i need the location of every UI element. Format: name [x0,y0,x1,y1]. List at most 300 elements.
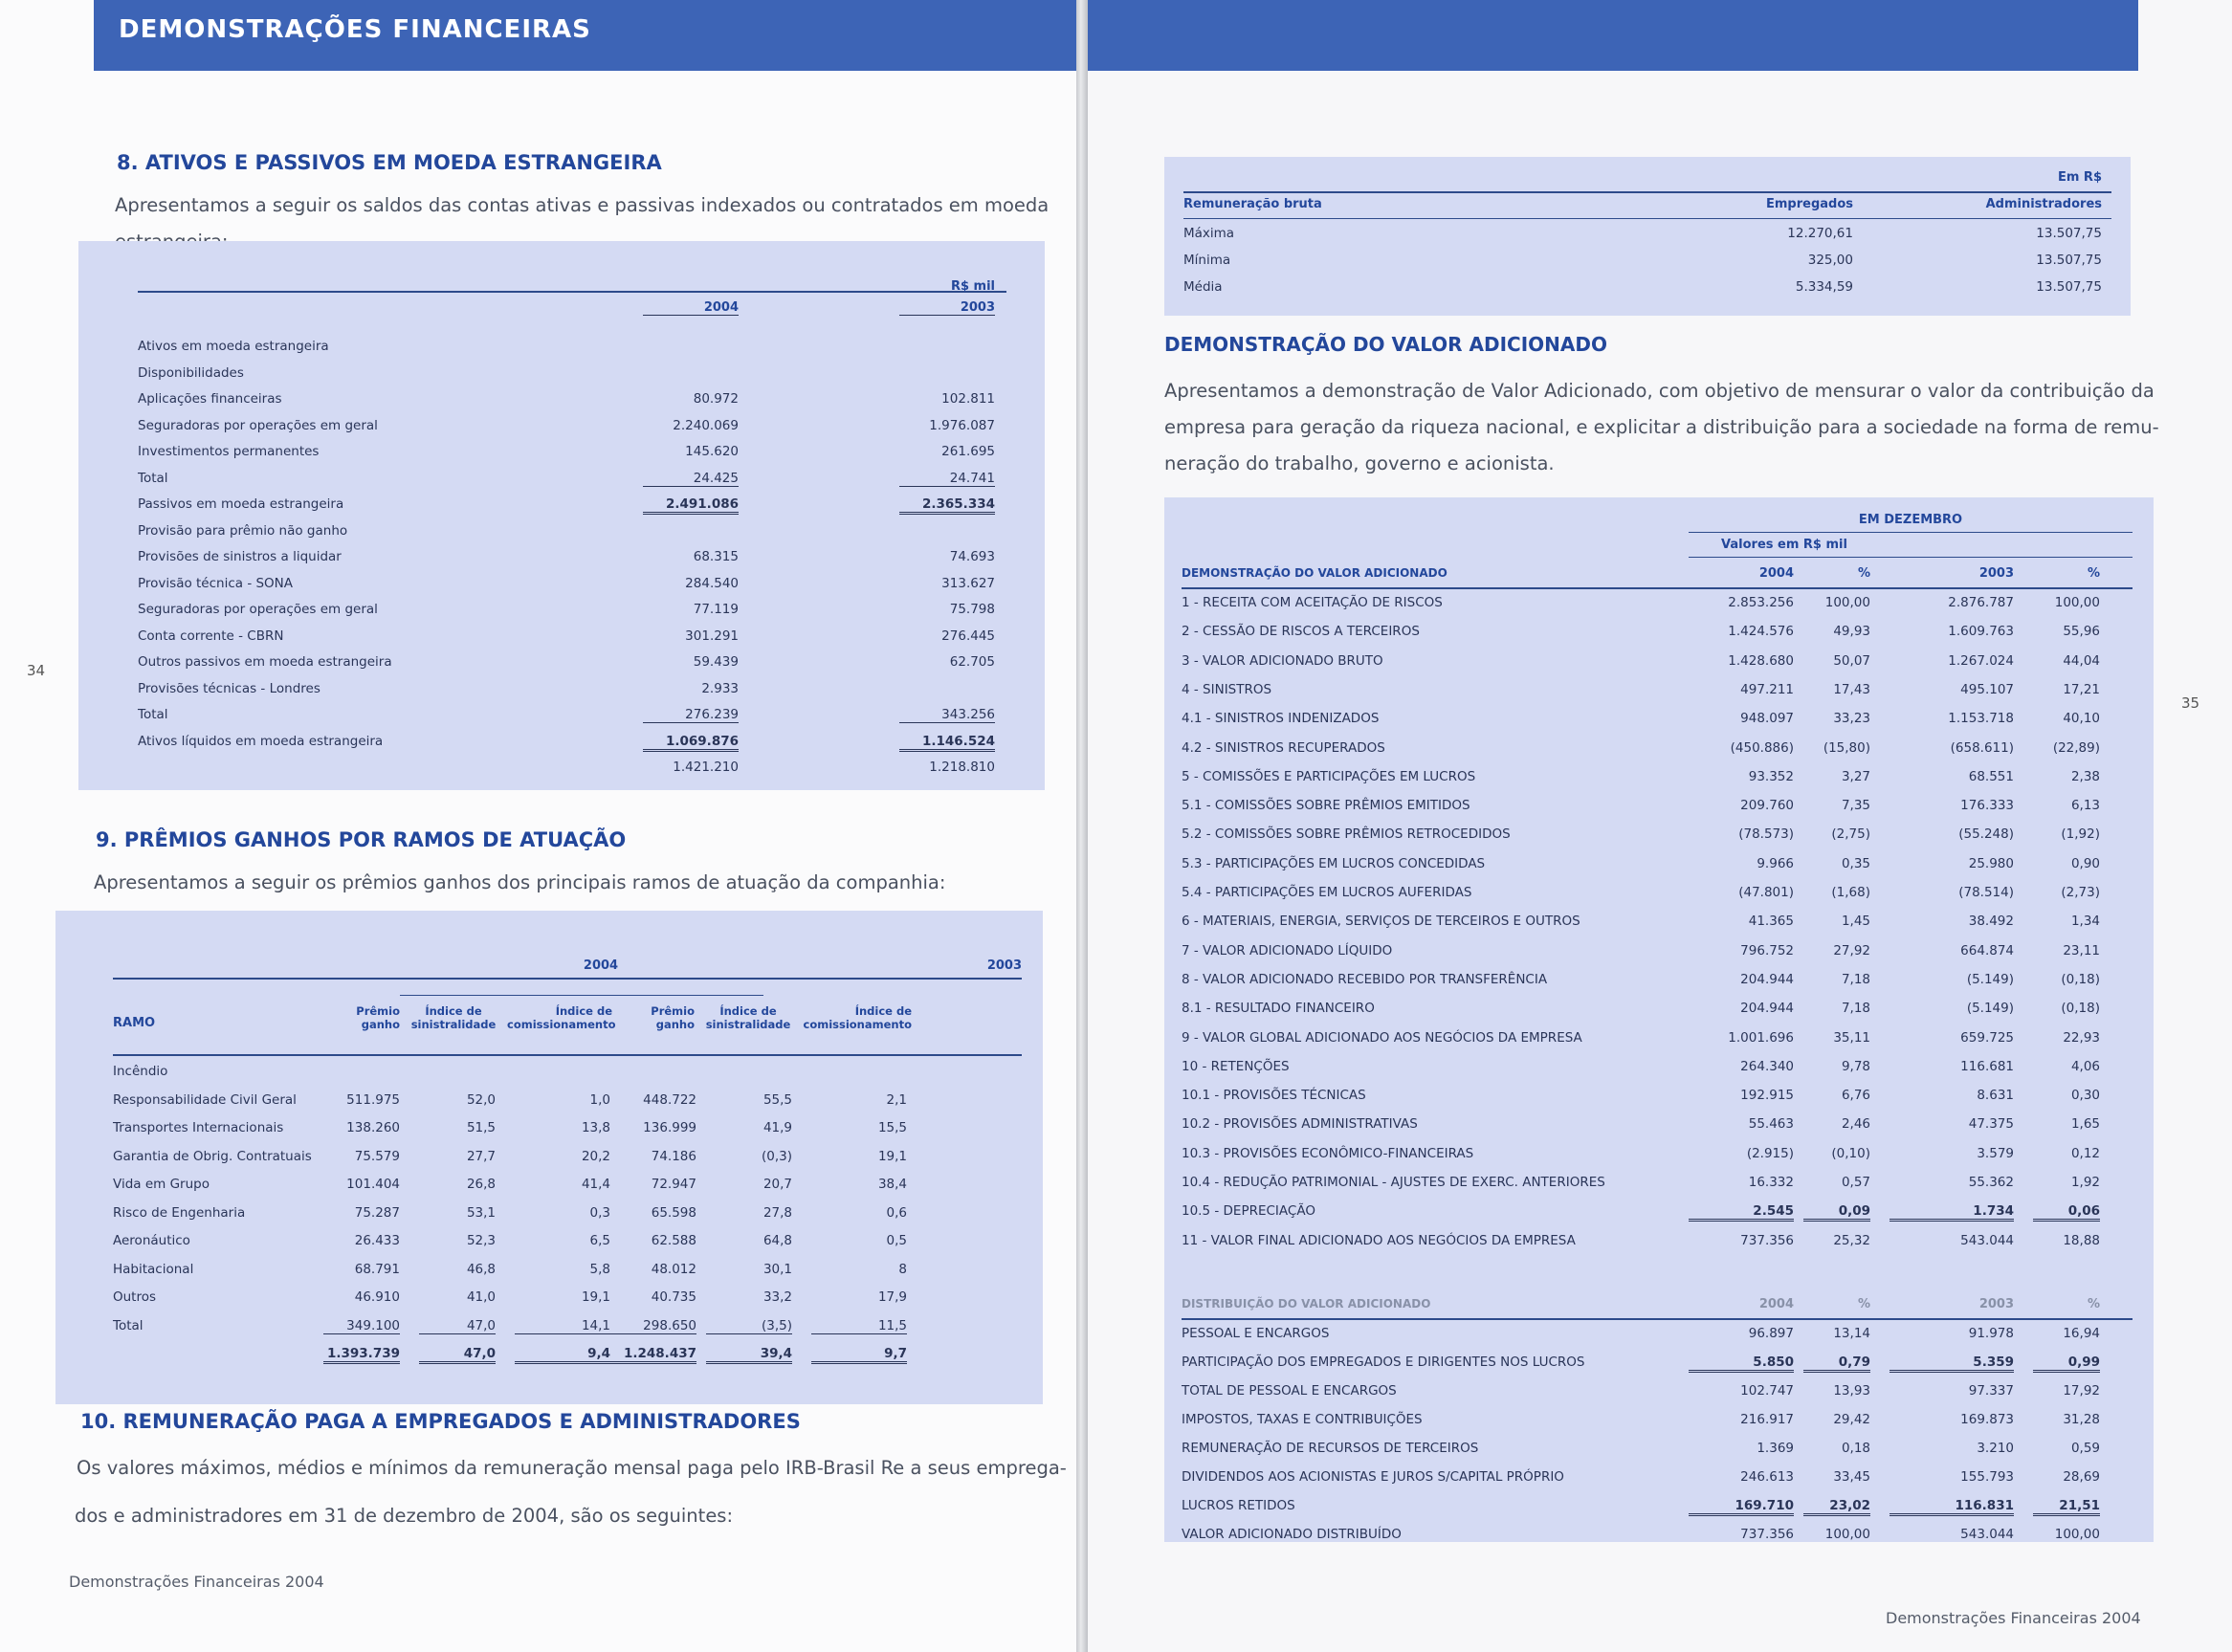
section-8-table-box [78,241,1045,790]
value-d: 1.248.437 [610,1346,696,1364]
dva-2003: 169.873 [1960,1412,2014,1427]
table-row [138,734,1006,755]
dva-2004: 1.001.696 [1728,1029,1794,1046]
section-10-line2: dos e administradores em 31 de dezembro de 2004, são os seguintes: [75,1505,734,1527]
value-2003: 313.627 [941,575,995,591]
dva-pct-2004: (0,10) [1831,1145,1870,1161]
table-row [138,707,1006,728]
dva-pct-2003: 17,21 [2063,681,2100,697]
row-label: Seguradoras por operações em geral [138,417,378,433]
section-10-line1: Os valores máximos, médios e mínimos da remuneração mensal paga pelo IRB-Brasil Re a seus emprega- [77,1457,1067,1479]
row-label: Seguradoras por operações em geral [138,602,378,617]
dva-2003: 543.044 [1960,1527,2014,1542]
table-row [138,681,1006,702]
section-9-table-box [55,911,1043,1404]
value-c: 41,4 [581,1177,610,1192]
value-b: 46,8 [466,1261,496,1277]
dva-pct-2003: 0,90 [2070,855,2100,871]
value-2003: 343.256 [899,707,995,723]
row-label: Provisão técnica - SONA [138,575,294,591]
dva-table-box [1164,497,2154,1542]
dva-2003: 155.793 [1960,1469,2014,1485]
row-label: Conta corrente - CBRN [138,628,284,644]
dva-2004: 2.545 [1689,1203,1794,1222]
ramo-label: Garantia de Obrig. Contratuais [113,1148,312,1164]
value-e: 55,5 [762,1091,792,1108]
value-b: 27,7 [466,1148,496,1164]
rem-label: Média [1183,279,1223,295]
dva-pct-2003: (0,18) [2061,971,2100,987]
table-row [1182,1355,2133,1376]
dva-2004: 93.352 [1748,768,1794,784]
dva-line3: neração do trabalho, governo e acionista. [1164,452,1555,474]
value-c: 5,8 [589,1261,610,1277]
dva-label: 10.4 - REDUÇÃO PATRIMONIAL - AJUSTES DE EXERC. ANTERIORES [1182,1175,1605,1190]
table-row [113,1233,1022,1254]
section-10-title: 10. REMUNERAÇÃO PAGA A EMPREGADOS E ADMINISTRADORES [80,1410,801,1433]
footer-right: Demonstrações Financeiras 2004 [1886,1609,2141,1627]
value-2004: 80.972 [693,391,739,407]
table-row [138,444,1006,465]
value-2004: 2.933 [701,680,739,696]
value-c: 9,4 [515,1346,610,1364]
value-a: 101.404 [346,1177,400,1192]
table-row [1183,279,2111,300]
dva-2003: 25.980 [1968,855,2014,871]
section-8-intro: Apresentamos a seguir os saldos das contas ativas e passivas indexados ou contratados em moeda [115,194,1050,216]
dva-pct-2004: 13,14 [1833,1326,1870,1341]
h-sin-2004: Índice de sinistralidade [410,1004,497,1031]
table-row [1182,1383,2133,1404]
dva-pct-2004: 7,35 [1841,798,1870,814]
value-b: 47,0 [419,1318,496,1334]
dist-h-pct-2003: % [2087,1297,2100,1311]
dva-pct-2003: 0,59 [2070,1441,2100,1456]
value-d: 62.588 [651,1233,696,1248]
book-spine [1076,0,1088,1652]
ramo-label: Incêndio [113,1064,168,1079]
table-row [138,339,1006,360]
dva-pct-2004: 3,27 [1841,768,1870,784]
value-f: 0,5 [886,1233,907,1248]
value-e: 33,2 [762,1289,792,1305]
dva-label: IMPOSTOS, TAXAS E CONTRIBUIÇÕES [1182,1412,1423,1427]
dva-2004: 948.097 [1740,711,1794,727]
dva-2003: 664.874 [1960,942,2014,958]
value-2003: 2.365.334 [899,496,995,515]
dva-2004: 16.332 [1748,1175,1794,1190]
dva-pct-2004: 1,45 [1841,914,1870,930]
ramo-label: Total [113,1317,144,1333]
table-row [138,418,1006,439]
ramo-header: RAMO [113,1016,156,1030]
dva-2004: 41.365 [1748,914,1794,930]
rem-adm: 13.507,75 [2036,253,2102,268]
dva-pct-2003: (22,89) [2052,739,2100,756]
dva-label: REMUNERAÇÃO DE RECURSOS DE TERCEIROS [1182,1441,1479,1456]
table-row [113,1318,1022,1339]
dva-2004: (78.573) [1738,826,1794,843]
dva-pct-2004: 27,92 [1833,942,1870,958]
dva-label: 5 - COMISSÕES E PARTICIPAÇÕES EM LUCROS [1182,768,1476,784]
dva-h-2004: 2004 [1758,566,1794,581]
rem-h-label: Remuneração bruta [1183,197,1322,211]
dva-pct-2003: 6,13 [2070,798,2100,814]
dva-2003: 1.734 [1889,1203,2014,1222]
table-row [1182,1059,2133,1080]
value-d: 72.947 [651,1177,696,1192]
value-c: 20,2 [581,1148,610,1164]
table-row [113,1092,1022,1113]
table-row [1182,1233,2133,1254]
value-e: 64,8 [762,1233,792,1248]
ramo-label: Aeronáutico [113,1233,190,1248]
value-c: 13,8 [581,1120,610,1135]
h-com-2003: Índice de comissionamento [803,1004,912,1031]
value-f: 38,4 [877,1177,907,1192]
value-f: 9,7 [811,1346,907,1364]
value-a: 349.100 [323,1318,400,1334]
ramo-label: Responsabilidade Civil Geral [113,1091,297,1108]
dva-pct-2004: 35,11 [1833,1029,1870,1046]
dva-pct-2003: 21,51 [2033,1498,2100,1516]
ramo-label: Vida em Grupo [113,1177,210,1192]
value-a: 68.791 [354,1261,400,1277]
left-page [0,0,1076,1652]
table-row [1182,856,2133,877]
value-b: 52,3 [466,1233,496,1248]
premiums-table [113,958,1022,1389]
dva-2003: 1.267.024 [1948,652,2014,669]
dva-label: 5.2 - COMISSÕES SOBRE PRÊMIOS RETROCEDIDOS [1182,826,1511,843]
table-row [1182,972,2133,993]
value-d: 74.186 [651,1148,696,1164]
dva-pct-2003: 0,30 [2070,1088,2100,1104]
dva-pct-2004: (1,68) [1831,885,1870,900]
dva-label: 4.2 - SINISTROS RECUPERADOS [1182,739,1385,756]
dva-pct-2004: (2,75) [1831,826,1870,843]
dva-2004: 1.369 [1757,1441,1794,1456]
value-2003: 62.705 [949,654,995,670]
h-sin-2003: Índice de sinistralidade [705,1004,791,1031]
dva-2004: 102.747 [1740,1383,1794,1399]
dva-2004: 204.944 [1740,1001,1794,1017]
rem-emp: 5.334,59 [1795,279,1853,295]
row-label: Total [138,470,168,486]
dva-table [1182,513,2133,1542]
value-d: 136.999 [643,1120,696,1135]
table-row [138,496,1006,518]
dva-label: 1 - RECEITA COM ACEITAÇÃO DE RISCOS [1182,595,1443,610]
dva-2004: 796.752 [1740,942,1794,958]
value-a: 26.433 [354,1233,400,1248]
dva-pct-2003: 4,06 [2070,1058,2100,1074]
value-2004: 2.240.069 [673,417,739,433]
dva-2004: 2.853.256 [1728,595,1794,610]
dva-pct-2004: 29,42 [1833,1412,1870,1427]
dva-2004: 169.710 [1689,1498,1794,1516]
row-label: Ativos líquidos em moeda estrangeira [138,733,384,749]
row-label: Provisões de sinistros a liquidar [138,549,342,564]
value-f: 19,1 [877,1148,907,1164]
value-a: 511.975 [346,1091,400,1108]
dva-pct-2003: (2,73) [2061,885,2100,900]
value-f: 2,1 [886,1091,907,1108]
rem-h-adm: Administradores [1985,197,2102,211]
rem-label: Máxima [1183,226,1235,241]
row-label: Aplicações financeiras [138,391,282,407]
dva-2003: (55.248) [1958,826,2014,843]
row-label: Passivos em moeda estrangeira [138,496,344,512]
table-row [138,760,1006,781]
dist-label: DISTRIBUIÇÃO DO VALOR ADICIONADO [1182,1297,1431,1311]
dva-pct-2004: 0,79 [1803,1355,1870,1373]
dva-pct-2004: 33,45 [1833,1469,1870,1485]
value-e: 41,9 [762,1120,792,1135]
dva-pct-2003: 2,38 [2070,768,2100,784]
table-row [1182,943,2133,964]
dva-2004: 246.613 [1740,1469,1794,1485]
table-row [1182,682,2133,703]
dva-pct-2003: 55,96 [2063,624,2100,640]
value-a: 46.910 [354,1289,400,1305]
dva-2004: 96.897 [1748,1326,1794,1341]
dva-pct-2003: 0,06 [2033,1203,2100,1222]
h-premio-2004: Prêmio ganho [356,1004,400,1031]
ramo-label: Transportes Internacionais [113,1120,284,1135]
table-row [1182,1203,2133,1224]
value-d: 298.650 [610,1318,696,1334]
dva-pct-2004: 6,76 [1841,1088,1870,1104]
row-label: Investimentos permanentes [138,444,320,459]
dva-h-pct-2003: % [2087,566,2100,581]
value-c: 0,3 [589,1204,610,1221]
h-premio-2003: Prêmio ganho [651,1004,695,1031]
dva-2003: 543.044 [1960,1232,2014,1248]
dva-2004: (2.915) [1746,1145,1794,1161]
dva-2003: (5.149) [1966,1001,2014,1017]
dva-pct-2003: 22,93 [2063,1029,2100,1046]
year-2004: 2004 [583,958,619,973]
dva-2004: 1.428.680 [1728,652,1794,669]
value-2004: 1.421.210 [673,760,739,775]
dva-pct-2003: 23,11 [2063,942,2100,958]
dva-pct-2003: (1,92) [2061,826,2100,843]
dva-pct-2003: 18,88 [2063,1232,2100,1248]
remuneration-table [1183,170,2111,314]
value-2004: 276.239 [643,707,739,723]
dva-2003: 47.375 [1968,1116,2014,1133]
value-2004: 301.291 [685,628,739,644]
rem-h-emp: Empregados [1765,197,1853,211]
value-a: 75.287 [354,1204,400,1221]
dva-2003: 55.362 [1968,1175,2014,1190]
table-row [1182,653,2133,674]
table-row [1182,914,2133,935]
dva-pct-2004: 0,09 [1803,1203,1870,1222]
value-2004: 1.069.876 [643,734,739,752]
section-9-intro: Apresentamos a seguir os prêmios ganhos dos principais ramos de atuação da companhia: [94,871,946,893]
value-b: 26,8 [466,1177,496,1192]
dva-label: 4.1 - SINISTROS INDENIZADOS [1182,711,1380,727]
col-2003: 2003 [899,300,995,316]
ramo-label: Outros [113,1289,157,1305]
dva-pct-2003: 31,28 [2063,1412,2100,1427]
table-row [138,365,1006,386]
table-row [1182,1527,2133,1548]
dva-pct-2003: 40,10 [2063,711,2100,727]
dva-2003: (658.611) [1950,739,2014,756]
table-row [1182,1088,2133,1109]
dva-head-label: DEMONSTRAÇÃO DO VALOR ADICIONADO [1182,566,1447,580]
dva-2004: 5.850 [1689,1355,1794,1373]
table-row [113,1064,1022,1085]
table-row [1182,1498,2133,1519]
dva-pct-2003: 100,00 [2054,595,2100,610]
dva-label: 8.1 - RESULTADO FINANCEIRO [1182,1001,1375,1017]
dva-label: 10.1 - PROVISÕES TÉCNICAS [1182,1088,1366,1104]
dva-2004: 264.340 [1740,1058,1794,1074]
value-f: 0,6 [886,1204,907,1221]
dva-2003: (78.514) [1958,885,2014,900]
value-b: 51,5 [466,1120,496,1135]
dva-pct-2003: 1,92 [2070,1175,2100,1190]
value-f: 11,5 [811,1318,907,1334]
value-2004: 24.425 [643,471,739,487]
table-row [1182,826,2133,848]
value-e: 30,1 [762,1261,792,1277]
value-b: 52,0 [466,1091,496,1108]
dva-pct-2004: 7,18 [1841,1001,1870,1017]
value-2004: 145.620 [685,444,739,459]
dva-label: 8 - VALOR ADICIONADO RECEBIDO POR TRANSFERÊNCIA [1182,971,1548,987]
value-2003: 24.741 [899,471,995,487]
dva-2004: 55.463 [1748,1116,1794,1133]
value-a: 1.393.739 [323,1346,400,1364]
value-c: 6,5 [589,1233,610,1248]
dva-2004: 9.966 [1757,855,1794,871]
dva-label: 7 - VALOR ADICIONADO LÍQUIDO [1182,942,1393,958]
dva-pct-2004: 49,93 [1833,624,1870,640]
dva-label: 10.2 - PROVISÕES ADMINISTRATIVAS [1182,1116,1418,1133]
dva-label: 9 - VALOR GLOBAL ADICIONADO AOS NEGÓCIOS DA EMPRESA [1182,1029,1582,1046]
dva-label: 10 - RETENÇÕES [1182,1058,1290,1074]
dva-2004: 737.356 [1740,1232,1794,1248]
value-2004: 284.540 [685,575,739,591]
value-d: 40.735 [651,1289,696,1305]
dva-2004: 204.944 [1740,971,1794,987]
value-f: 17,9 [877,1289,907,1305]
value-f: 8 [898,1261,907,1277]
dva-2003: 38.492 [1968,914,2014,930]
col-2004: 2004 [643,300,739,316]
dva-pct-2003: (0,18) [2061,1001,2100,1017]
value-d: 448.722 [643,1091,696,1108]
dva-h-2003: 2003 [1978,566,2014,581]
value-2004: 68.315 [693,549,739,564]
value-e: 27,8 [762,1204,792,1221]
page-number-right: 35 [2181,694,2200,712]
rem-unit: Em R$ [2057,170,2102,185]
dva-pct-2004: 25,32 [1833,1232,1870,1248]
value-d: 48.012 [651,1261,696,1277]
dist-h-2003: 2003 [1978,1297,2014,1311]
value-2003: 75.798 [949,602,995,617]
dva-pct-2004: 100,00 [1824,595,1870,610]
value-2003: 1.976.087 [929,417,995,433]
dva-pct-2003: 1,34 [2070,914,2100,930]
table-row [113,1262,1022,1283]
ramo-label: Habitacional [113,1261,194,1277]
dva-2004: (450.886) [1730,739,1794,756]
value-e: (3,5) [706,1318,792,1334]
dva-title: DEMONSTRAÇÃO DO VALOR ADICIONADO [1164,333,1607,356]
dva-2003: 176.333 [1960,798,2014,814]
dva-label: 6 - MATERIAIS, ENERGIA, SERVIÇOS DE TERCEIROS E OUTROS [1182,914,1580,930]
dva-pct-2004: (15,80) [1823,739,1870,756]
value-2003: 102.811 [941,391,995,407]
dva-pct-2003: 44,04 [2063,652,2100,669]
table-row [1182,1469,2133,1490]
row-label: Provisões técnicas - Londres [138,680,320,696]
section-9-title: 9. PRÊMIOS GANHOS POR RAMOS DE ATUAÇÃO [96,828,627,851]
table-row [1182,1146,2133,1167]
table-row [113,1120,1022,1141]
value-e: 20,7 [762,1177,792,1192]
table-row [113,1289,1022,1311]
dva-2004: 216.917 [1740,1412,1794,1427]
unit-label: R$ mil [950,279,995,294]
table-row [113,1149,1022,1170]
dva-line2: empresa para geração da riqueza nacional, e explicitar a distribuição para a sociedade na forma de remu- [1164,416,2159,438]
dva-valores: Valores em R$ mil [1721,538,1847,552]
header-bar [94,0,1076,71]
remuneration-table-box [1164,157,2131,316]
dva-label: 10.5 - DEPRECIAÇÃO [1182,1203,1315,1220]
dva-em-dezembro: EM DEZEMBRO [1858,513,1963,527]
row-label: Ativos em moeda estrangeira [138,339,329,354]
row-label: Total [138,707,168,722]
dva-2004: 1.424.576 [1728,624,1794,640]
page-number-left: 34 [27,662,46,679]
value-2003: 74.693 [949,549,995,564]
dva-2003: 1.153.718 [1948,711,2014,727]
dva-label: PARTICIPAÇÃO DOS EMPREGADOS E DIRIGENTES NOS LUCROS [1182,1355,1585,1370]
dva-pct-2003: 0,12 [2070,1145,2100,1161]
dva-2003: 3.210 [1977,1441,2014,1456]
dva-pct-2004: 0,57 [1841,1175,1870,1190]
dva-pct-2004: 100,00 [1824,1527,1870,1542]
table-row [1182,1326,2133,1347]
table-row [113,1177,1022,1198]
dva-label: 5.3 - PARTICIPAÇÕES EM LUCROS CONCEDIDAS [1182,855,1486,871]
ramo-label: Risco de Engenharia [113,1204,246,1221]
value-f: 15,5 [877,1120,907,1135]
dva-2003: 5.359 [1889,1355,2014,1373]
dva-2003: 659.725 [1960,1029,2014,1046]
dva-2004: 209.760 [1740,798,1794,814]
rem-emp: 12.270,61 [1787,226,1853,241]
dva-pct-2003: 17,92 [2063,1383,2100,1399]
header-title: DEMONSTRAÇÕES FINANCEIRAS [119,15,591,44]
value-c: 1,0 [589,1091,610,1108]
table-row [1182,595,2133,616]
table-row [1183,226,2111,247]
dva-2004: 497.211 [1740,681,1794,697]
value-2003: 1.218.810 [929,760,995,775]
rem-emp: 325,00 [1807,253,1853,268]
value-c: 14,1 [515,1318,610,1334]
